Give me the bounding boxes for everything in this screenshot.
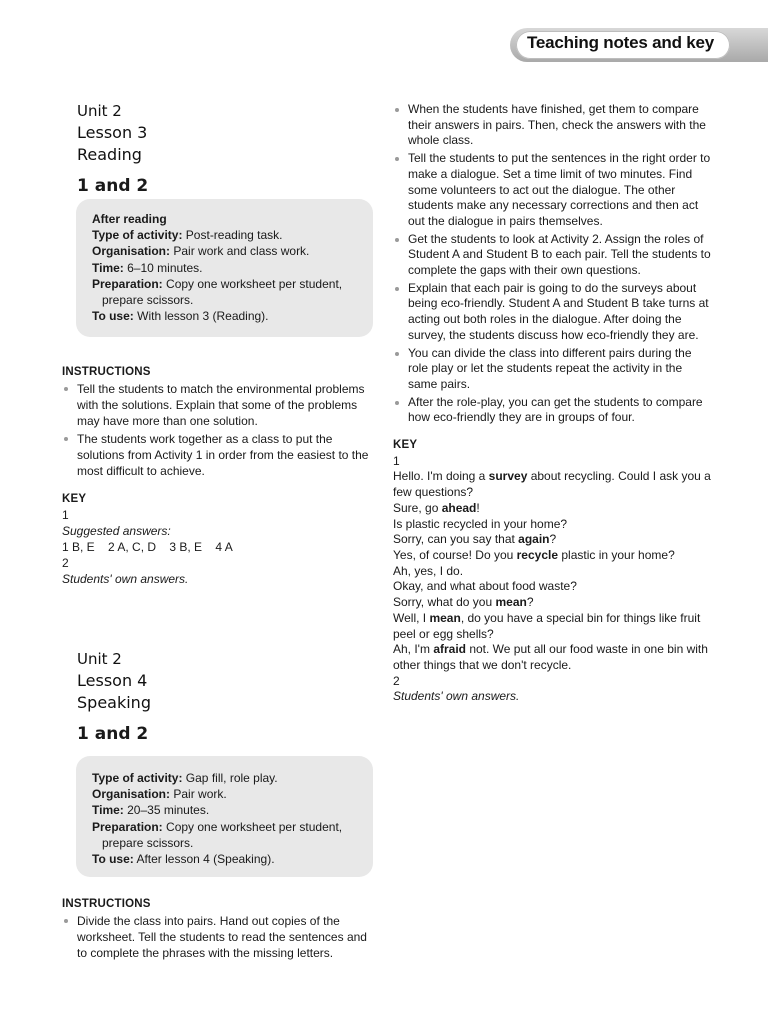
- dialogue-line: Sorry, what do you mean?: [393, 595, 534, 610]
- time: Time: 20–35 minutes.: [92, 803, 210, 818]
- key-number: 1: [62, 508, 69, 522]
- page-title: Teaching notes and key: [527, 33, 715, 52]
- unit-label: Unit 2: [77, 650, 122, 668]
- lesson3-info-box: [76, 199, 373, 337]
- preparation: Preparation: Copy one worksheet per student, prepare scissors.: [92, 276, 343, 308]
- dialogue-line: Sorry, can you say that again?: [393, 532, 557, 547]
- dialogue-line: Ah, I'm afraid not. We put all our food waste in one bin with other things that we don't recycle.: [393, 642, 708, 672]
- right-column: [393, 102, 711, 705]
- instruction-item: Explain that each pair is going to do the surveys about being eco-friendly. Student A and Student B take turns at acting out both roles in the dialogue. After doing the survey, the students discuss how eco-friendly they are.: [393, 281, 711, 344]
- box-title: After reading: [92, 212, 167, 226]
- lesson-label: Lesson 4: [77, 671, 148, 690]
- instruction-item: When the students have finished, get them to compare their answers in pairs. Then, check the answers with the whole class.: [393, 102, 711, 149]
- instructions-label: INSTRUCTIONS: [62, 898, 151, 910]
- key-note: Suggested answers:: [62, 524, 171, 538]
- lesson4-heading: [77, 648, 151, 744]
- preparation: Preparation: Copy one worksheet per student, prepare scissors.: [92, 819, 343, 850]
- to-use: To use: With lesson 3 (Reading).: [92, 309, 269, 324]
- key-answer: Students' own answers.: [62, 572, 189, 586]
- instruction-item: Get the students to look at Activity 2. Assign the roles of Student A and Student B to each pair. Tell the students to complete the gaps with their own questions.: [393, 232, 711, 279]
- key-label: KEY: [393, 439, 418, 452]
- lesson4-info-box: [76, 756, 373, 877]
- dialogue-line: Is plastic recycled in your home?: [393, 516, 568, 531]
- key-number: 2: [393, 673, 400, 688]
- organisation: Organisation: Pair work.: [92, 787, 227, 802]
- activity-number: 1 and 2: [77, 724, 149, 744]
- instruction-item: Divide the class into pairs. Hand out copies of the worksheet. Tell the students to read the sentences and to complete the phrases with the missing letters.: [62, 913, 374, 961]
- lesson3-heading: [77, 100, 148, 196]
- dialogue-line: Ah, yes, I do.: [393, 563, 464, 578]
- activity-number: 1 and 2: [77, 176, 149, 196]
- instruction-item: Tell the students to put the sentences in the right order to make a dialogue. Set a time limit of two minutes. Find some volunteers to act out the dialogue. The other students make any necessary corrections and then act out the dialogue in pairs themselves.: [393, 151, 711, 230]
- lesson3-instructions: [62, 364, 374, 587]
- key-number: 1: [393, 453, 400, 468]
- instruction-item: Tell the students to match the environmental problems with the solutions. Explain that some of the problems may have more than one solution.: [62, 381, 374, 429]
- activity-type: Type of activity: Gap fill, role play.: [92, 771, 278, 785]
- dialogue: [393, 469, 711, 673]
- dialogue-line: Well, I mean, do you have a special bin for things like fruit peel or egg shells?: [393, 610, 701, 641]
- skill-label: Reading: [77, 145, 142, 164]
- time: Time: 6–10 minutes.: [92, 260, 203, 275]
- skill-label: Speaking: [77, 693, 151, 712]
- instruction-item: You can divide the class into different pairs during the role play or let the students repeat the activity in the same pairs.: [393, 346, 711, 393]
- lesson-label: Lesson 3: [77, 123, 148, 142]
- key-answer: Students' own answers.: [393, 689, 520, 704]
- activity-type: Type of activity: Post-reading task.: [92, 228, 283, 243]
- lesson4-instructions: [62, 896, 374, 963]
- organisation: Organisation: Pair work and class work.: [92, 244, 310, 259]
- instruction-item: After the role-play, you can get the students to compare how eco-friendly they are in groups of four.: [393, 395, 711, 426]
- unit-label: Unit 2: [77, 102, 122, 120]
- dialogue-line: Hello. I'm doing a survey about recycling. Could I ask you a few questions?: [393, 469, 711, 500]
- key-label: KEY: [62, 493, 87, 505]
- to-use: To use: After lesson 4 (Speaking).: [92, 852, 275, 867]
- key-answers: 1 B, E 2 A, C, D 3 B, E 4 A: [62, 540, 233, 554]
- dialogue-line: Yes, of course! Do you recycle plastic in your home?: [393, 547, 675, 562]
- dialogue-line: Okay, and what about food waste?: [393, 579, 577, 594]
- instruction-item: The students work together as a class to put the solutions from Activity 1 in order from the easiest to the most difficult to achieve.: [62, 431, 374, 479]
- dialogue-line: Sure, go ahead!: [393, 500, 480, 515]
- key-number: 2: [62, 556, 69, 570]
- instructions-label: INSTRUCTIONS: [62, 366, 151, 378]
